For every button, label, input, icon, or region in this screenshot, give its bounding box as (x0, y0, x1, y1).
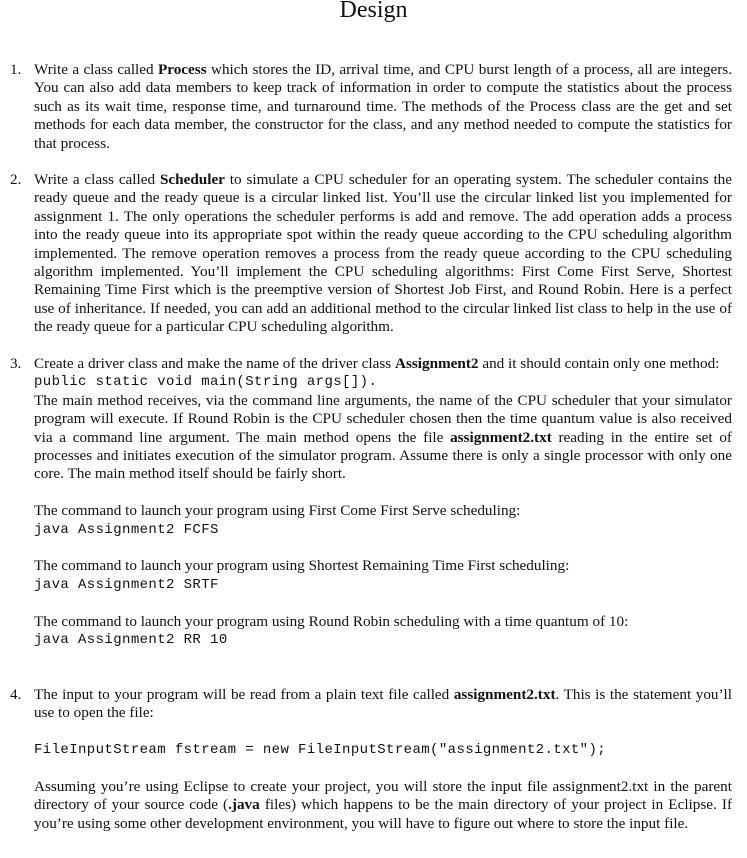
class-name-process: Process (157, 61, 207, 78)
item-body (34, 61, 732, 153)
command-label: The command to launch your program using Shortest Remaining Time First scheduling: (34, 557, 570, 575)
list-item-1 (10, 61, 732, 153)
item-paragraph: Write a class called Scheduler to simulate a CPU scheduler for an operating system. The scheduler contains the ready queue and the ready queue is a circular linked list. You’ll use the circular linked list you implemented for assignment 1. The only operations the scheduler performs is add and remove. The add operation adds a process into the ready queue into its appropriate spot within the ready queue according to the CPU scheduling algorithm implemented. The remove operation removes a process from the ready queue according to the CPU scheduling algorithm implemented. You’ll implement the CPU scheduling algorithms: First Come First Serve, Shortest Remaining Time First which is the preemptive version of Shortest Job First, and Round Robin. Here is a perfect use of inheritance. If needed, you can add an additional method to the circular linked list class to help in the use of the ready queue for a particular CPU scheduling algorithm. (34, 171, 733, 336)
list-item-2 (10, 171, 732, 337)
item-number: 3. (10, 355, 22, 372)
filename-bold: assignment2.txt (450, 428, 552, 446)
command-srtf: java Assignment2 SRTF (34, 576, 219, 593)
command-rr: java Assignment2 RR 10 (34, 632, 228, 649)
item-paragraph: The main method receives, via the command line arguments, the name of the CPU scheduler that your simulator program will execute. If Round Robin is the CPU scheduler chosen then the time quantum value is also received via a command line argument. The main method opens the file assignment2.txt reading in the entire set of processes and initiates execution of the simulator program. Assume there is only a single processor with only one core. The main method itself should be fairly short. (34, 391, 732, 483)
command-label: The command to launch your program using Round Robin scheduling with a time quantum of 10: (34, 612, 629, 630)
class-name-scheduler: Scheduler (159, 171, 225, 188)
command-label: The command to launch your program using First Come First Serve scheduling: (34, 502, 521, 520)
item-paragraph: The input to your program will be read from a plain text file called assignment2.txt. This is the statement you’ll use to open the file: (34, 686, 733, 722)
item-paragraph: Write a class called Process which stores the ID, arrival time, and CPU burst length of a process, all are integers. You can also add data members to keep track of information in order to compute the statistics about the process such as its wait time, response time, and turnaround time. The methods of the Process class are the get and set methods for each data member, the constructor for the class, and any method needed to compute the statistics for that process. (34, 61, 733, 152)
item-number: 2. (10, 171, 22, 188)
command-fcfs: java Assignment2 FCFS (34, 521, 219, 538)
item-body (34, 171, 732, 337)
list-item-3 (10, 355, 732, 649)
item-number: 4. (10, 686, 22, 703)
item-paragraph: Create a driver class and make the name of the driver class Assignment2 and it should contain only one method: (34, 355, 720, 372)
code-fileinputstream: FileInputStream fstream = new FileInputStream("assignment2.txt"); (34, 742, 607, 759)
item-number: 1. (10, 61, 22, 78)
extension-bold: .java (228, 796, 260, 814)
item-body (34, 686, 732, 833)
page-title: Design (339, 0, 408, 23)
class-name-assignment2: Assignment2 (394, 355, 479, 372)
code-main-signature: public static void main(String args[]). (34, 374, 378, 391)
list-item-4 (10, 686, 732, 833)
item-body (34, 355, 732, 649)
filename-bold: assignment2.txt (453, 686, 556, 703)
item-paragraph: Assuming you’re using Eclipse to create your project, you will store the input file assignment2.txt in the parent directory of your source code (.java files) which happens to be the main directory of your project in Eclipse. If you’re using some other development environment, you will have to figure out where to store the input file. (34, 778, 733, 832)
